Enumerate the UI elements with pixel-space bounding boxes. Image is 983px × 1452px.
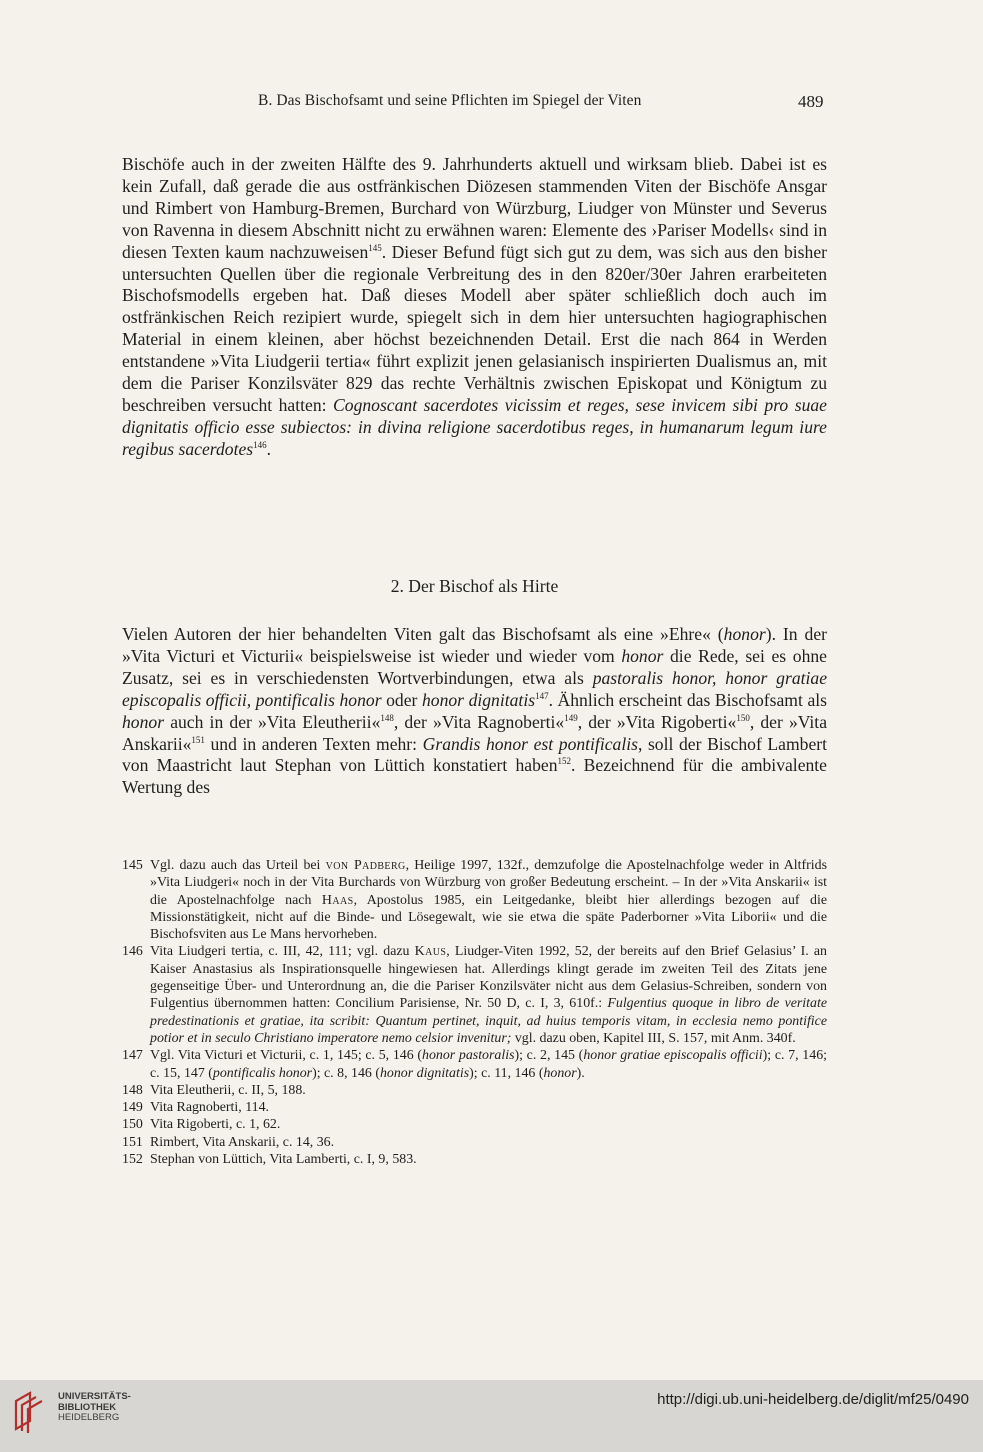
footnote-ref: 148: [380, 712, 394, 723]
text-run: , Apostolus 1985, ein Leitgedanke, bleibt hier allerdings bezogen auf die Missionstätigkeit, nicht auf die Binde- und Lösegewalt, wie sie etwa die späte Paderborner »Vita Liborii« und die Bischofsviten aus Le Mans hervorheben.: [150, 892, 827, 943]
footnote-number: 147: [122, 1048, 143, 1064]
text-run: Vgl. Vita Victuri et Victurii, c. 1, 145; c. 5, 146 (: [150, 1048, 423, 1064]
text-run: . Ähnlich erscheint das Bischofsamt als: [548, 689, 827, 710]
text-run: . Dieser Befund fügt sich gut zu dem, was sich aus den bisher untersuchten Quellen über die regionale Verbreitung des in den 820er/30er Jahren erarbeiteten Bischofsmodells ergeben hat. Daß dieses Modell aber später schließlich doch auch im ostfränkischen Reich rezipiert wurde, spiegelt sich in dem hier untersuchten hagiographischen Material in einem kleinen, aber höchst bezeichnenden Detail. Erst die nach 864 in Werden entstandene »Vita Liudgerii tertia« führt explizit jenen gelasianisch inspirierten Dualismus an, mit dem die Pariser Konzilsväter 829 das rechte Verhältnis zwischen Episkopat und Königtum zu beschreiben versucht hatten:: [122, 241, 827, 415]
text-run: ). In der »Vita Victuri et Victurii« beispielsweise ist wieder und wieder vom: [122, 624, 827, 666]
footnote-148: [122, 1082, 827, 1099]
text-run: ); c. 11, 146 (: [469, 1065, 544, 1081]
footnote-text: [150, 1047, 827, 1082]
italic-text: Fulgentius quoque in libro de veritate predestinationis et gratiae, ita scribit: Quantum pertinet, inquit, ad huius temporis vitam, in ecclesia nemo pontifice potior et in seculo Christiano imperatore nemo celsior invenitur;: [150, 996, 827, 1046]
footnote-ref: 149: [564, 712, 578, 723]
italic-text: honor dignitatis: [421, 689, 536, 710]
text-run: , der »Vita Anskarii«: [122, 711, 828, 754]
library-name-line-3: HEIDELBERG: [58, 1412, 120, 1423]
footnote-number: 151: [122, 1134, 143, 1150]
library-logo-icon: [10, 1389, 52, 1433]
text-run: ); c. 8, 146 (: [312, 1065, 380, 1081]
italic-text: pastoralis honor, honor gratiae episcopalis officii, pontificalis honor: [122, 667, 827, 710]
text-run: , Liudger-Viten 1992, 52, der bereits auf den Brief Gelasius’ I. an Kaiser Anastasius als Inspirationsquelle hingewiesen hat. Allerdings klingt gerade im zweiten Teil des Zitats jene gegenseitige Über- und Unterordnung an, die die Pariser Konzilsväter nicht aus dem Gelasius-Schreiben, sondern von Fulgentius übernommen hatten: Concilium Parisiense, Nr. 50 D, c. I, 3, 610f.:: [150, 944, 827, 1012]
text-run: die Rede, sei es ohne Zusatz, sei es in verschiedensten Wortverbindungen, etwa als: [122, 645, 827, 688]
footnote-text: [150, 943, 827, 1047]
footnote-number: 152: [122, 1152, 143, 1168]
text-run: ); c. 2, 145 (: [514, 1048, 584, 1064]
text-run: und in anderen Texten mehr:: [204, 733, 423, 754]
footnote-text: [150, 1116, 827, 1133]
footnote-ref: 151: [191, 734, 205, 745]
text-run: Vita Ragnoberti, 114.: [150, 1100, 270, 1116]
library-name-line-2: BIBLIOTHEK: [58, 1401, 117, 1413]
text-run: , der »Vita Rigoberti«: [577, 711, 737, 732]
italic-text: honor: [723, 624, 766, 644]
footnote-text: [150, 1099, 827, 1116]
footnote-number: 145: [122, 858, 143, 873]
running-head: B. Das Bischofsamt und seine Pflichten im Spiegel der Viten: [258, 92, 642, 109]
footnote-150: [122, 1116, 827, 1133]
paragraph-1: [122, 154, 827, 461]
author-name: Haas: [321, 892, 354, 908]
text-run: , Heilige 1997, 132f., demzufolge die Apostelnachfolge weder in Altfrids »Vita Liudgeri« noch in der Vita Burchards von Würzburg von großer Bedeutung erscheint. – In der »Vita Anskarii« ist die Apostelnachfolge nach: [150, 858, 827, 908]
footnote-text: [150, 1134, 827, 1151]
text-run: Vita Liudgeri tertia, c. III, 42, 111; vgl. dazu: [150, 944, 415, 960]
footnote-ref: 152: [557, 756, 571, 767]
text-run: , soll der Bischof Lambert von Maastricht laut Stephan von Lüttich konstatiert haben: [122, 733, 828, 776]
text-run: Rimbert, Vita Anskarii, c. 14, 36.: [150, 1134, 335, 1150]
italic-text: pontificalis honor: [212, 1065, 313, 1081]
footnote-number: 146: [122, 944, 143, 960]
italic-text: honor pastoralis: [422, 1048, 515, 1064]
text-run: . Bezeichnend für die ambivalente Wertung des: [122, 755, 827, 798]
section-heading: 2. Der Bischof als Hirte: [390, 576, 559, 596]
footnote-ref: 150: [736, 712, 750, 723]
paragraph-2: [122, 624, 827, 799]
text-run: , der »Vita Ragnoberti«: [393, 711, 565, 732]
page-url-link[interactable]: http://digi.ub.uni-heidelberg.de/diglit/mf25/0490: [657, 1391, 969, 1408]
footnote-text: [150, 857, 827, 943]
footnote-ref: 146: [253, 439, 267, 450]
footnote-146: [122, 943, 827, 1047]
italic-text: honor dignitatis: [379, 1065, 470, 1081]
italic-text: honor gratiae episcopalis officii: [583, 1048, 763, 1064]
text-run: Vita Rigoberti, c. 1, 62.: [150, 1117, 281, 1133]
text-run: Vielen Autoren der hier behandelten Viten galt das Bischofsamt als eine »Ehre« (: [122, 624, 724, 644]
text-run: Vita Eleutherii, c. II, 5, 188.: [150, 1082, 306, 1098]
text-run: oder: [381, 689, 422, 710]
footnote-ref: 145: [368, 242, 382, 253]
footnote-text: [150, 1151, 827, 1168]
italic-text: honor: [621, 645, 664, 666]
library-name-line-1: UNIVERSITÄTS-: [58, 1391, 131, 1402]
author-name: Kaus: [414, 944, 447, 960]
text-run: vgl. dazu oben, Kapitel III, S. 157, mit Anm. 340f.: [511, 1030, 796, 1046]
text-run: ).: [576, 1065, 585, 1081]
library-name: [58, 1392, 131, 1424]
footnotes: [122, 857, 827, 1168]
text-run: auch in der »Vita Eleutherii«: [164, 711, 381, 732]
text-run: .: [266, 438, 272, 459]
footnote-151: [122, 1134, 827, 1151]
footnote-number: 150: [122, 1117, 143, 1133]
footnote-number: 148: [122, 1082, 143, 1098]
page-number: 489: [798, 92, 824, 111]
italic-text: honor: [543, 1065, 577, 1081]
italic-text: honor: [122, 711, 165, 732]
footnote-number: 149: [122, 1100, 143, 1116]
text-run: Stephan von Lüttich, Vita Lamberti, c. I, 9, 583.: [150, 1152, 417, 1168]
text-run: ); c. 7, 146; c. 15, 147 (: [150, 1048, 828, 1081]
author-name: von Padberg: [325, 858, 406, 873]
footnote-152: [122, 1151, 827, 1168]
footnote-149: [122, 1099, 827, 1116]
text-run: Vgl. dazu auch das Urteil bei: [150, 858, 326, 873]
italic-text: Cognoscant sacerdotes vicissim et reges, sese invicem sibi pro suae dignitatis officio esse subiectos: in divina religione sacerdotibus reges, in humanarum legum iure regibus sacerdotes: [122, 394, 827, 459]
italic-text: Grandis honor est pontificalis: [422, 733, 638, 754]
text-run: Bischöfe auch in der zweiten Hälfte des 9. Jahrhunderts aktuell und wirksam blieb. Dabei ist es kein Zufall, daß gerade die aus ostfränkischen Diözesen stammenden Viten der Bischöfe Ansgar und Rimbert von Hamburg-Bremen, Burchard von Würzburg, Liudger von Münster und Severus von Ravenna in diesem Abschnitt nicht zu erwähnen waren: Elemente des ›Pariser Modells‹ sind in diesen Texten kaum nachzuweisen: [122, 154, 827, 262]
footnote-text: [150, 1082, 827, 1099]
footnote-145: [122, 857, 827, 943]
footnote-ref: 147: [535, 690, 549, 701]
footnote-147: [122, 1047, 827, 1082]
